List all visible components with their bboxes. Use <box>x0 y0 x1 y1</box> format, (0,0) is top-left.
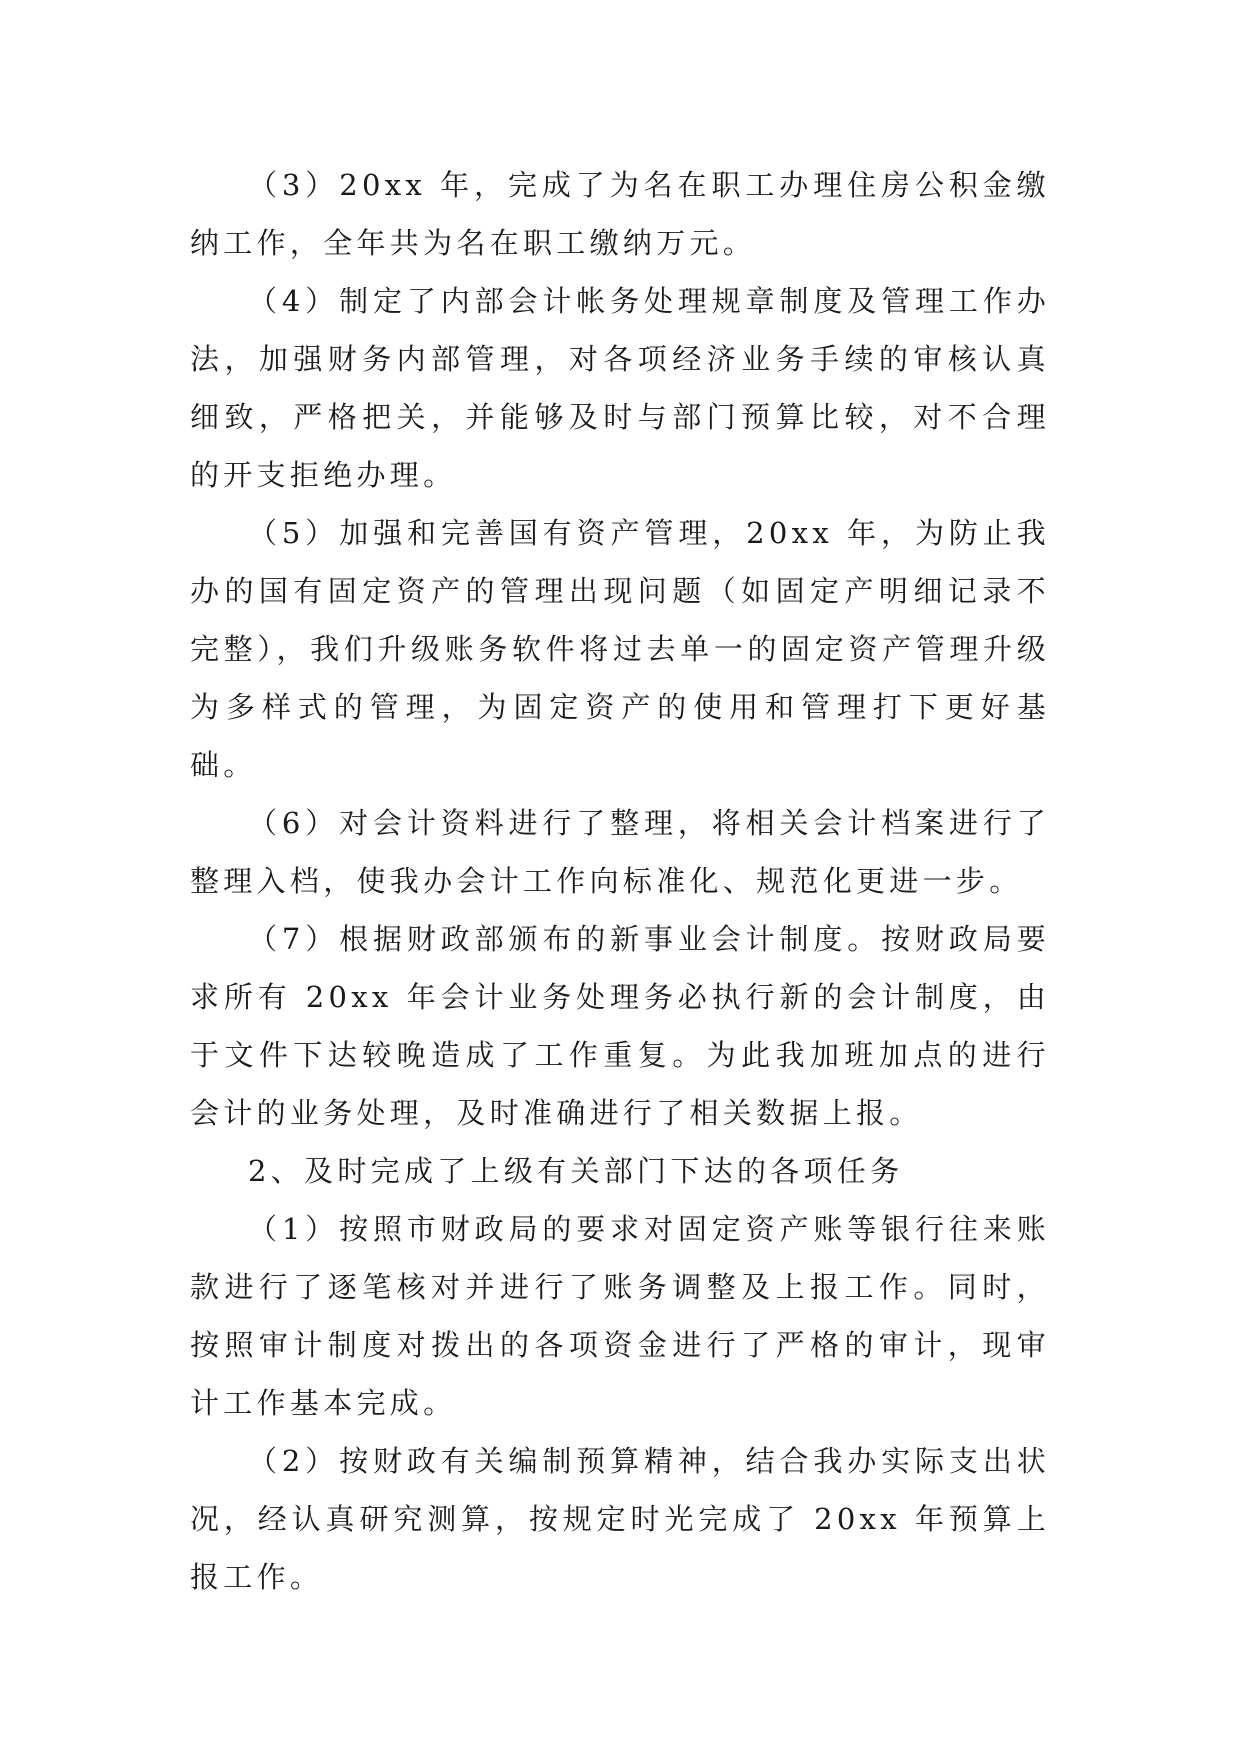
paragraph-accounting-rules: （4）制定了内部会计帐务处理规章制度及管理工作办法，加强财务内部管理，对各项经济业务手续的审核认真细致，严格把关，并能够及时与部门预算比较，对不合理的开支拒绝办理。 <box>190 284 1050 492</box>
document-page <box>190 156 1050 1606</box>
paragraph-housing-fund: （3）20xx 年，完成了为名在职工办理住房公积金缴纳工作，全年共为名在职工缴纳万元。 <box>190 168 1050 260</box>
section-heading-tasks: 2、及时完成了上级有关部门下达的各项任务 <box>248 1154 904 1188</box>
paragraph-accounting-records: （6）对会计资料进行了整理，将相关会计档案进行了整理入档，使我办会计工作向标准化、规范化更进一步。 <box>190 806 1050 898</box>
paragraph-budget-report: （2）按财政有关编制预算精神，结合我办实际支出状况，经认真研究测算，按规定时光完成了 20xx 年预算上报工作。 <box>190 1444 1050 1594</box>
paragraph-new-accounting-system: （7）根据财政部颁布的新事业会计制度。按财政局要求所有 20xx 年会计业务处理务必执行新的会计制度，由于文件下达较晚造成了工作重复。为此我加班加点的进行会计的业务处理，及时准确进行了相关数据上报。 <box>190 922 1050 1130</box>
paragraph-state-assets: （5）加强和完善国有资产管理，20xx 年，为防止我办的国有固定资产的管理出现问题（如固定产明细记录不完整），我们升级账务软件将过去单一的固定资产管理升级为多样式的管理，为固定资产的使用和管理打下更好基础。 <box>190 516 1050 782</box>
paragraph-account-reconciliation: （1）按照市财政局的要求对固定资产账等银行往来账款进行了逐笔核对并进行了账务调整及上报工作。同时，按照审计制度对拨出的各项资金进行了严格的审计，现审计工作基本完成。 <box>190 1212 1050 1420</box>
